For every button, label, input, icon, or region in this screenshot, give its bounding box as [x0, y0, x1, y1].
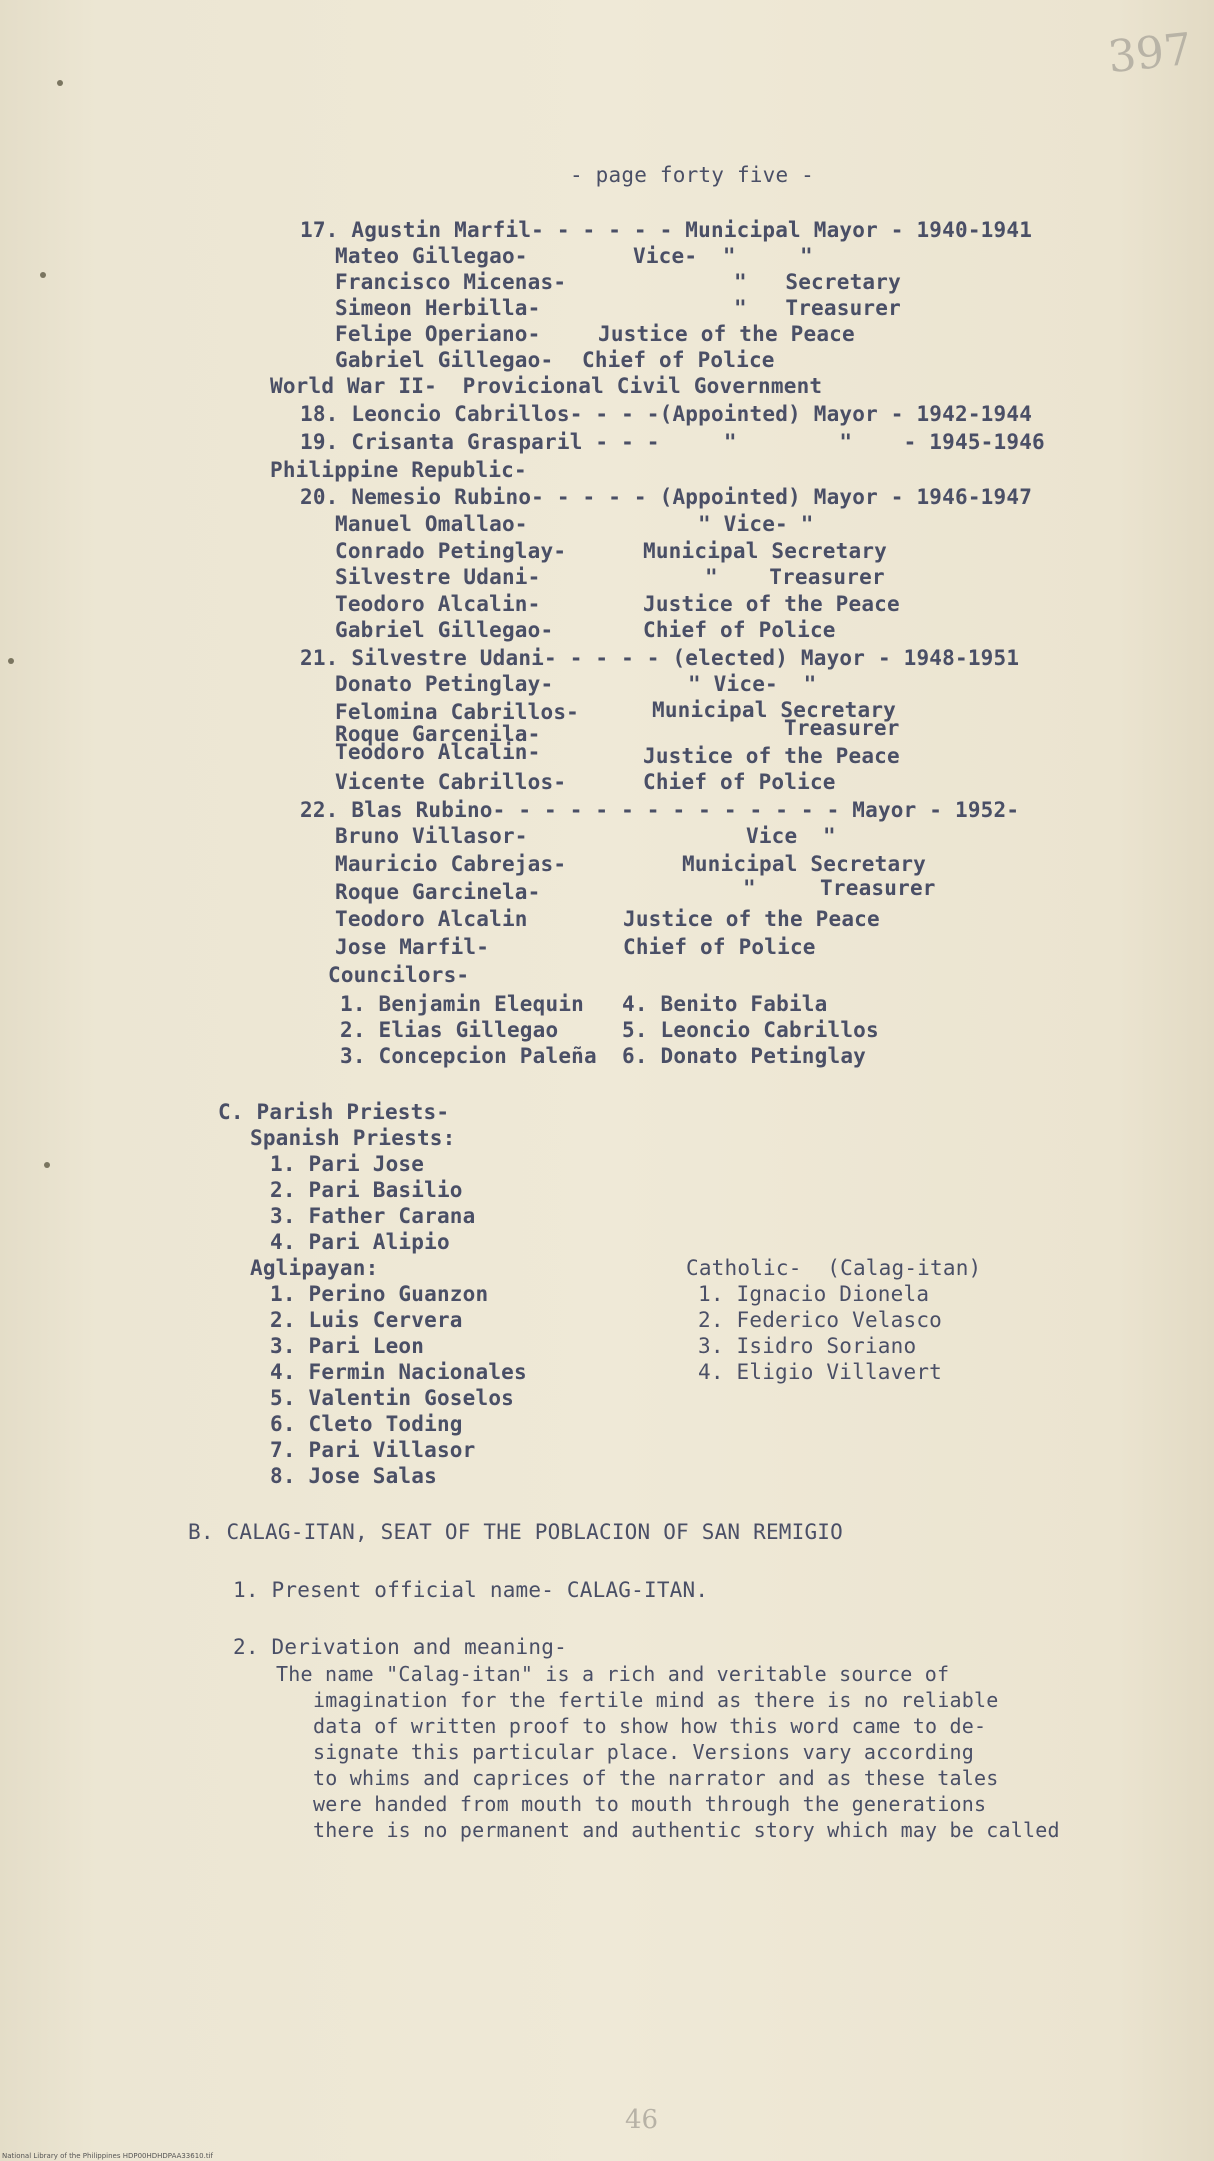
official-name: Roque Garcinela- — [335, 880, 541, 904]
paragraph-line: were handed from mouth to mouth through the generations — [313, 1792, 987, 1816]
official-name: Teodoro Alcalin- — [335, 592, 541, 616]
bottom-page-number: 46 — [625, 2105, 659, 2135]
binding-hole — [8, 658, 14, 664]
priest: 1. Perino Guanzon — [270, 1282, 489, 1306]
priest: 2. Luis Cervera — [270, 1308, 463, 1332]
ww2-heading: World War II- Provicional Civil Government — [270, 374, 823, 398]
mayor-20-line: 20. Nemesio Rubino- - - - - (Appointed) Mayor - 1946-1947 — [300, 485, 1033, 509]
official-position: Justice of the Peace — [643, 592, 900, 616]
councilor: 5. Leoncio Cabrillos — [622, 1018, 879, 1042]
official-name: Donato Petinglay- — [335, 672, 554, 696]
section-b-heading: B. CALAG-ITAN, SEAT OF THE POBLACION OF SAN REMIGIO — [188, 1520, 843, 1544]
official-name: Felipe Operiano- — [335, 322, 541, 346]
official-position: Chief of Police — [623, 935, 816, 959]
official-name: Teodoro Alcalin- — [335, 740, 541, 764]
paragraph-line: imagination for the fertile mind as there is no reliable — [313, 1688, 999, 1712]
paragraph-line: data of written proof to show how this word came to de- — [313, 1714, 987, 1738]
priest: 8. Jose Salas — [270, 1464, 437, 1488]
priest: 6. Cleto Toding — [270, 1412, 463, 1436]
item-2: 2. Derivation and meaning- — [233, 1635, 567, 1659]
councilor: 6. Donato Petinglay — [622, 1044, 867, 1068]
councilors-heading: Councilors- — [328, 963, 470, 987]
official-position: " Secretary — [734, 270, 901, 294]
item-1: 1. Present official name- CALAG-ITAN. — [233, 1578, 709, 1602]
official-position: Municipal Secretary — [643, 539, 888, 563]
official-position: Vice " — [746, 824, 836, 848]
official-position: " Vice- " — [688, 672, 817, 696]
official-position: " Treasurer — [743, 876, 936, 900]
priest: 2. Pari Basilio — [270, 1178, 463, 1202]
priest: 4. Eligio Villavert — [698, 1360, 943, 1384]
priest: 3. Pari Leon — [270, 1334, 425, 1358]
official-name: Gabriel Gillegao- — [335, 618, 554, 642]
philippine-republic-heading: Philippine Republic- — [270, 458, 527, 482]
priest: 1. Ignacio Dionela — [698, 1282, 930, 1306]
mayor-21-line: 21. Silvestre Udani- - - - - (elected) Mayor - 1948-1951 — [300, 646, 1020, 670]
spanish-priests-heading: Spanish Priests: — [250, 1126, 456, 1150]
parish-priests-heading: C. Parish Priests- — [218, 1100, 450, 1124]
official-position: Chief of Police — [643, 618, 836, 642]
page-header: - page forty five - — [570, 163, 815, 187]
official-position: " Treasurer — [705, 565, 885, 589]
official-position: Chief of Police — [643, 770, 836, 794]
official-position: Justice of the Peace — [598, 322, 855, 346]
official-name: Simeon Herbilla- — [335, 296, 541, 320]
binding-hole — [44, 1162, 50, 1168]
official-position: Treasurer — [784, 716, 900, 740]
official-name: Roque Garcenila- — [335, 722, 541, 746]
councilor: 4. Benito Fabila — [622, 992, 828, 1016]
official-name: Bruno Villasor- — [335, 824, 528, 848]
corner-page-number: 397 — [1105, 23, 1195, 84]
mayor-19-line: 19. Crisanta Grasparil - - - " " - 1945-1946 — [300, 430, 1045, 454]
official-position: " Vice- " — [698, 512, 814, 536]
official-name: Mauricio Cabrejas- — [335, 852, 567, 876]
priest: 7. Pari Villasor — [270, 1438, 476, 1462]
official-name: Jose Marfil- — [335, 935, 490, 959]
binding-hole — [57, 80, 63, 86]
official-position: " Treasurer — [734, 296, 901, 320]
aglipayan-heading: Aglipayan: — [250, 1256, 379, 1280]
priest: 2. Federico Velasco — [698, 1308, 943, 1332]
official-name: Teodoro Alcalin — [335, 907, 528, 931]
official-position: Municipal Secretary — [652, 698, 897, 722]
councilor: 3. Concepcion Paleña — [340, 1044, 597, 1068]
archive-footer: National Library of the Philippines HDP00HDHDPAA33610.tif — [2, 2152, 214, 2160]
official-position: Vice- " " — [633, 244, 813, 268]
paragraph-line: there is no permanent and authentic story which may be called — [313, 1818, 1060, 1842]
official-name: Manuel Omallao- — [335, 512, 528, 536]
official-position: Justice of the Peace — [623, 907, 880, 931]
priest: 5. Valentin Goselos — [270, 1386, 515, 1410]
official-name: Silvestre Udani- — [335, 565, 541, 589]
official-position: Chief of Police — [582, 348, 775, 372]
official-name: Vicente Cabrillos- — [335, 770, 567, 794]
councilor: 2. Elias Gillegao — [340, 1018, 559, 1042]
priest: 4. Fermin Nacionales — [270, 1360, 527, 1384]
mayor-18-line: 18. Leoncio Cabrillos- - - -(Appointed) Mayor - 1942-1944 — [300, 402, 1033, 426]
priest: 3. Father Carana — [270, 1204, 476, 1228]
paragraph-line: to whims and caprices of the narrator and as these tales — [313, 1766, 999, 1790]
paragraph-line: signate this particular place. Versions vary according — [313, 1740, 975, 1764]
mayor-17-line: 17. Agustin Marfil- - - - - - Municipal Mayor - 1940-1941 — [300, 218, 1033, 242]
official-position: Justice of the Peace — [643, 744, 900, 768]
official-name: Conrado Petinglay- — [335, 539, 567, 563]
official-position: Municipal Secretary — [682, 852, 927, 876]
paragraph-line: The name "Calag-itan" is a rich and veritable source of — [276, 1662, 950, 1686]
binding-hole — [40, 272, 46, 278]
official-name: Mateo Gillegao- — [335, 244, 528, 268]
priest: 3. Isidro Soriano — [698, 1334, 917, 1358]
official-name: Felomina Cabrillos- — [335, 700, 580, 724]
councilor: 1. Benjamin Elequin — [340, 992, 585, 1016]
priest: 4. Pari Alipio — [270, 1230, 450, 1254]
official-name: Francisco Micenas- — [335, 270, 567, 294]
priest: 1. Pari Jose — [270, 1152, 425, 1176]
catholic-heading: Catholic- (Calag-itan) — [686, 1256, 982, 1280]
mayor-22-line: 22. Blas Rubino- - - - - - - - - - - - - - Mayor - 1952- — [300, 798, 1020, 822]
official-name: Gabriel Gillegao- — [335, 348, 554, 372]
